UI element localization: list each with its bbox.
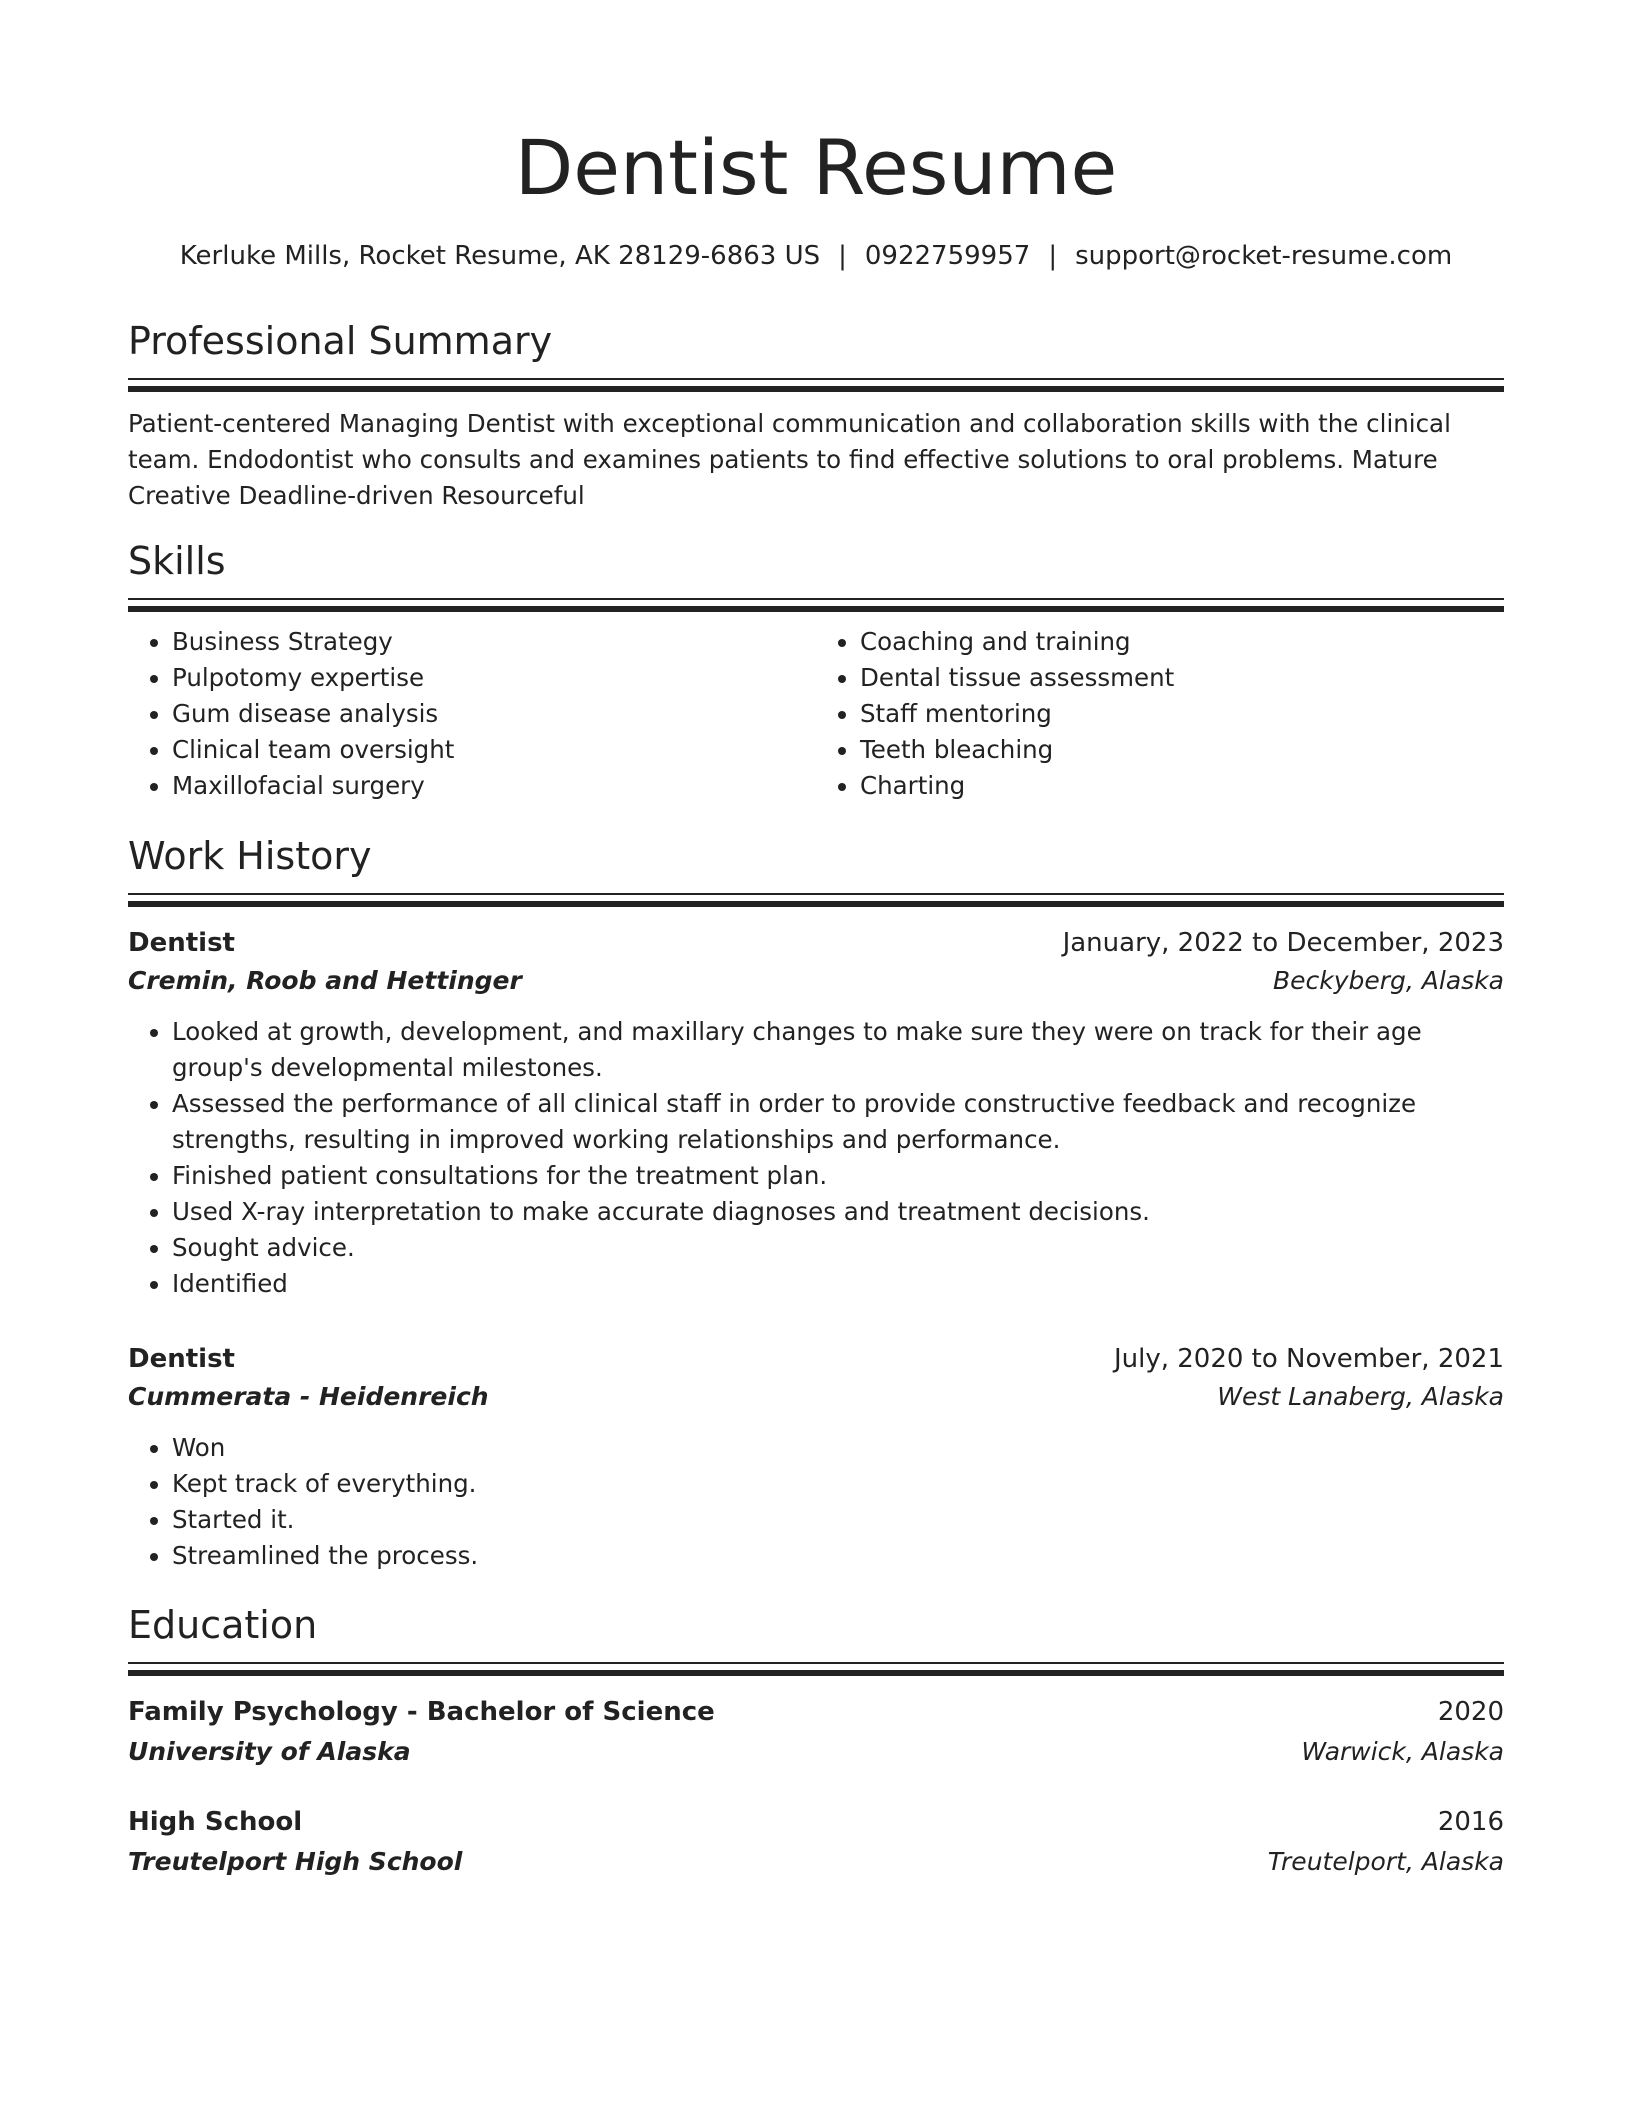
education-school: Treutelport High School (128, 1847, 463, 1876)
section-rule-thin (128, 1662, 1504, 1664)
job-bullet: • Kept track of everything. (172, 1466, 1504, 1502)
skills-column-left (128, 624, 816, 804)
skills-grid (128, 624, 1504, 804)
education-header (128, 1802, 1504, 1842)
job-header (128, 1340, 1504, 1378)
section-rule-thick (128, 1670, 1504, 1676)
section-rule-thick (128, 386, 1504, 392)
page-title: Dentist Resume (514, 123, 1118, 212)
section-rule-thick (128, 606, 1504, 612)
education-degree: High School (128, 1807, 303, 1837)
section-rule-thin (128, 378, 1504, 380)
education-degree: Family Psychology - Bachelor of Science (128, 1697, 715, 1727)
job-company: Cremin, Roob and Hettinger (128, 966, 522, 995)
job-dates: July, 2020 to November, 2021 (1113, 1344, 1504, 1374)
job-entry (128, 924, 1504, 1302)
education-school: University of Alaska (128, 1737, 411, 1766)
summary-text: Patient-centered Managing Dentist with exceptional communication and collaboration skills with the clinical team. Endodontist who consults and examines patients to find effective solutions to oral problems. Mature Creative Deadline-driven Resourceful (128, 409, 1451, 510)
job-company: Cummerata - Heidenreich (128, 1382, 489, 1411)
education-header (128, 1692, 1504, 1732)
job-subheader (128, 962, 1504, 1000)
education-year: 2016 (1437, 1807, 1504, 1837)
job-location: Beckyberg, Alaska (1272, 966, 1504, 995)
education-heading: Education (128, 1603, 318, 1647)
education-entry (128, 1802, 1504, 1882)
skill-item: • Gum disease analysis (172, 696, 816, 732)
section-rule-thin (128, 893, 1504, 895)
education-location: Treutelport, Alaska (1267, 1847, 1504, 1876)
skill-item: • Business Strategy (172, 624, 816, 660)
skills-section (128, 536, 1504, 804)
skill-item: • Pulpotomy expertise (172, 660, 816, 696)
job-subheader (128, 1378, 1504, 1416)
skill-item: • Teeth bleaching (860, 732, 1504, 768)
job-bullet: • Finished patient consultations for the treatment plan. (172, 1158, 1504, 1194)
skill-item: • Staff mentoring (860, 696, 1504, 732)
job-bullets (128, 1014, 1504, 1302)
summary-section (128, 316, 1504, 514)
contact-email: support@rocket-resume.com (1075, 241, 1453, 271)
education-subheader (128, 1732, 1504, 1772)
job-bullet: • Started it. (172, 1502, 1504, 1538)
job-bullets (128, 1430, 1504, 1574)
education-year: 2020 (1437, 1697, 1504, 1727)
job-bullet: • Used X-ray interpretation to make accurate diagnoses and treatment decisions. (172, 1194, 1504, 1230)
job-entry (128, 1340, 1504, 1574)
job-location: West Lanaberg, Alaska (1217, 1382, 1504, 1411)
contact-phone: 0922759957 (864, 241, 1031, 271)
skill-item: • Charting (860, 768, 1504, 804)
skills-list-right (816, 624, 1504, 804)
job-bullet: • Identified (172, 1266, 1504, 1302)
skills-list-left (128, 624, 816, 804)
education-subheader (128, 1842, 1504, 1882)
education-location: Warwick, Alaska (1301, 1737, 1504, 1766)
skill-item: • Maxillofacial surgery (172, 768, 816, 804)
job-bullet: • Looked at growth, development, and maxillary changes to make sure they were on track for their age group's developmental milestones. (172, 1014, 1504, 1086)
education-section (128, 1600, 1504, 1676)
skills-heading: Skills (128, 539, 226, 583)
skill-item: • Dental tissue assessment (860, 660, 1504, 696)
work-heading: Work History (128, 834, 372, 878)
summary-heading: Professional Summary (128, 319, 553, 363)
contact-separator: | (838, 241, 847, 271)
section-rule-thin (128, 598, 1504, 600)
contact-line (128, 236, 1504, 276)
skill-item: • Coaching and training (860, 624, 1504, 660)
job-title: Dentist (128, 928, 235, 958)
job-dates: January, 2022 to December, 2023 (1062, 928, 1504, 958)
work-section (128, 831, 1504, 907)
contact-separator: | (1048, 241, 1058, 271)
job-title: Dentist (128, 1344, 235, 1374)
job-header (128, 924, 1504, 962)
job-bullet: • Assessed the performance of all clinical staff in order to provide constructive feedback and recognize strengths, resulting in improved working relationships and performance. (172, 1086, 1504, 1158)
skills-column-right (816, 624, 1504, 804)
job-bullet: • Streamlined the process. (172, 1538, 1504, 1574)
skill-item: • Clinical team oversight (172, 732, 816, 768)
job-bullet: • Sought advice. (172, 1230, 1504, 1266)
section-rule-thick (128, 901, 1504, 907)
job-bullet: • Won (172, 1430, 1504, 1466)
education-entry (128, 1692, 1504, 1772)
contact-address: Kerluke Mills, Rocket Resume, AK 28129-6863 US (179, 241, 821, 271)
